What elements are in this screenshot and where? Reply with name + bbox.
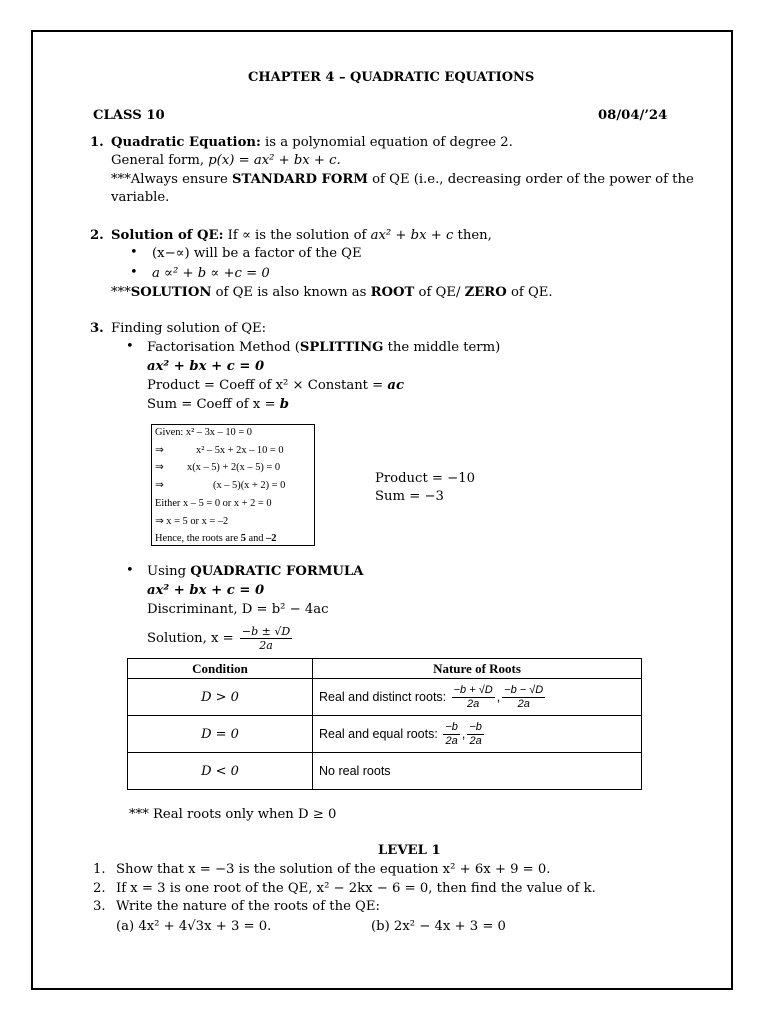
- example-arrow: ⇒: [155, 445, 164, 456]
- factorisation-example-box: [151, 424, 315, 546]
- method1-splitting: SPLITTING: [299, 340, 384, 355]
- nature-text: Real and distinct roots:: [319, 689, 450, 704]
- fraction: [502, 684, 545, 711]
- nature-text: Real and equal roots:: [319, 726, 442, 741]
- condition-cell: D < 0: [128, 753, 313, 790]
- general-form-expr: p(x) = ax² + bx + c.: [208, 153, 341, 168]
- question-number: 3.: [93, 899, 106, 914]
- date: 08/04/’24: [598, 108, 668, 123]
- example-line7: [155, 533, 276, 545]
- fraction: [443, 721, 460, 748]
- note-root: ROOT: [370, 285, 415, 300]
- chapter-title: CHAPTER 4 – QUADRATIC EQUATIONS: [248, 70, 535, 85]
- fraction-denominator: 2a: [467, 697, 480, 710]
- nature-cell: [313, 679, 642, 716]
- method2-label: [147, 563, 363, 581]
- fraction-numerator: −b: [469, 720, 482, 733]
- example-line5: Either x – 5 = 0 or x + 2 = 0: [155, 498, 272, 509]
- fraction-separator: ,: [496, 689, 501, 704]
- bullet-icon: •: [130, 265, 138, 280]
- table-row: [128, 753, 642, 790]
- note-e: of QE/: [414, 285, 465, 300]
- note-standard-form: STANDARD FORM: [231, 172, 368, 187]
- sum-b: b: [279, 397, 289, 412]
- example-l7b: 5: [240, 533, 246, 544]
- question-3a: (a) 4x² + 4√3x + 3 = 0.: [116, 919, 272, 934]
- condition-cell: D > 0: [128, 679, 313, 716]
- section1-line1: [111, 134, 513, 152]
- nature-of-roots-table: [127, 658, 642, 790]
- fraction: [452, 684, 495, 711]
- method1-a: Factorisation Method (: [147, 340, 300, 355]
- section1-note: [111, 171, 694, 189]
- section2-text-a: If ∝ is the solution of: [223, 228, 371, 243]
- section2-expr: ax² + bx + c: [370, 228, 454, 243]
- general-prefix: General form,: [111, 153, 209, 168]
- example-l7a: Hence, the roots are: [155, 533, 241, 544]
- fraction-numerator: −b − √D: [504, 683, 544, 696]
- fraction-denominator: 2a: [469, 734, 482, 747]
- section1-general-form: [111, 152, 341, 170]
- solution-numerator: −b ± √D: [241, 625, 291, 638]
- example-arrow: ⇒: [155, 480, 164, 491]
- note-rest: of QE (i.e., decreasing order of the power of the: [367, 172, 694, 187]
- section1-note-line2: variable.: [111, 190, 170, 205]
- side-product: Product = −10: [375, 471, 476, 486]
- note-c: of QE is also known as: [211, 285, 371, 300]
- note-zero: ZERO: [464, 285, 507, 300]
- method1-label: [147, 339, 500, 357]
- example-arrow: ⇒: [155, 462, 164, 473]
- table-header-condition: Condition: [128, 659, 313, 679]
- section2-number: 2.: [90, 228, 104, 243]
- solution-formula: [147, 624, 294, 654]
- sum-rule: [147, 396, 289, 414]
- nature-cell: [313, 716, 642, 753]
- product-b: ac: [387, 378, 404, 393]
- question-3: Write the nature of the roots of the QE:: [116, 899, 380, 914]
- product-rule: [147, 377, 404, 395]
- discriminant: Discriminant, D = b² − 4ac: [147, 602, 329, 617]
- solution-fraction: [240, 625, 292, 652]
- method1-c: the middle term): [383, 340, 501, 355]
- note-solution: SOLUTION: [130, 285, 212, 300]
- table-header-row: [128, 659, 642, 679]
- solution-denominator: 2a: [259, 639, 273, 652]
- side-sum: Sum = −3: [375, 489, 444, 504]
- question-1: Show that x = −3 is the solution of the equation x² + 6x + 9 = 0.: [116, 862, 551, 877]
- section2-text-b: then,: [453, 228, 492, 243]
- note-g: of QE.: [506, 285, 553, 300]
- method2-a: Using: [147, 564, 191, 579]
- nature-cell: No real roots: [313, 753, 642, 790]
- sum-a: Sum = Coeff of x =: [147, 397, 280, 412]
- condition-cell: D = 0: [128, 716, 313, 753]
- real-roots-note: *** Real roots only when D ≥ 0: [129, 807, 337, 822]
- fraction-numerator: −b + √D: [453, 683, 493, 696]
- section1-number: 1.: [90, 135, 104, 150]
- question-2: If x = 3 is one root of the QE, x² − 2kx − 6 = 0, then find the value of k.: [116, 881, 596, 896]
- table-row: [128, 679, 642, 716]
- section2-bullet2: a ∝² + b ∝ +c = 0: [152, 266, 270, 281]
- question-number: 1.: [93, 862, 106, 877]
- table-header-nature: Nature of Roots: [313, 659, 642, 679]
- section2-heading: Solution of QE:: [111, 228, 224, 243]
- example-l7c: and: [245, 533, 267, 544]
- standard-equation-2: ax² + bx + c = 0: [147, 583, 265, 598]
- fraction-separator: ,: [461, 726, 466, 741]
- bullet-icon: •: [130, 245, 138, 260]
- section2-note: [111, 284, 553, 302]
- fraction-numerator: −b: [445, 720, 458, 733]
- table-row: [128, 716, 642, 753]
- method2-formula: QUADRATIC FORMULA: [190, 564, 364, 579]
- section2-bullet1: (x−∝) will be a factor of the QE: [152, 246, 362, 261]
- solution-prefix: Solution, x =: [147, 631, 238, 646]
- example-line2: x² – 5x + 2x – 10 = 0: [196, 445, 284, 456]
- standard-equation: ax² + bx + c = 0: [147, 359, 265, 374]
- level-title: LEVEL 1: [378, 843, 441, 858]
- example-line1: Given: x² – 3x – 10 = 0: [155, 427, 253, 438]
- note-a: ***: [111, 285, 131, 300]
- section1-text: is a polynomial equation of degree 2.: [260, 135, 513, 150]
- section3-heading: Finding solution of QE:: [111, 321, 267, 336]
- fraction-denominator: 2a: [517, 697, 530, 710]
- question-number: 2.: [93, 881, 106, 896]
- example-line4: (x – 5)(x + 2) = 0: [213, 480, 286, 491]
- fraction: [467, 721, 484, 748]
- bullet-icon: •: [126, 563, 134, 578]
- example-line3: x(x – 5) + 2(x – 5) = 0: [187, 462, 281, 473]
- example-l7d: –2: [266, 533, 277, 544]
- bullet-icon: •: [126, 339, 134, 354]
- example-line6: ⇒ x = 5 or x = –2: [155, 516, 229, 527]
- section1-heading: Quadratic Equation:: [111, 135, 261, 150]
- class-label: CLASS 10: [93, 108, 165, 123]
- product-a: Product = Coeff of x² × Constant =: [147, 378, 388, 393]
- note-prefix: ***Always ensure: [111, 172, 232, 187]
- fraction-denominator: 2a: [445, 734, 458, 747]
- section2-line1: [111, 227, 492, 245]
- question-3b: (b) 2x² − 4x + 3 = 0: [371, 919, 506, 934]
- section3-number: 3.: [90, 321, 104, 336]
